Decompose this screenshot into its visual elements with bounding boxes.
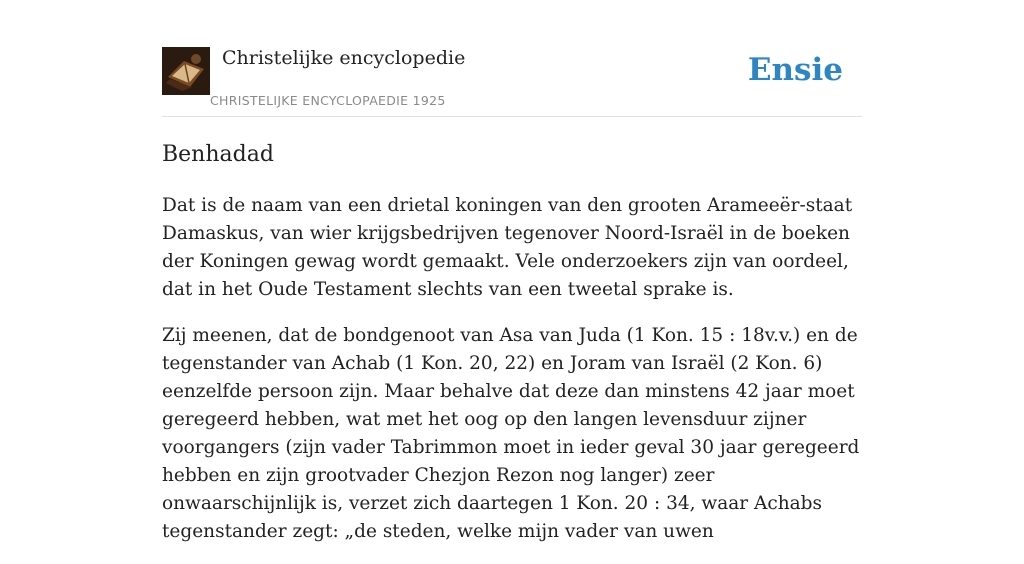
article-paragraph: Zij meenen, dat de bondgenoot van Asa van Juda (1 Kon. 15 : 18v.v.) en de tegenstander van Achab (1 Kon. 20, 22) en Joram van Israël (2 Kon. 6) eenzelfde persoon zijn. Maar behalve dat deze dan minstens 42 jaar moet geregeerd hebben, wat met het oog op den langen levensduur zijner voorgangers (zijn vader Tabrimmon moet in ieder geval 30 jaar geregeerd hebben en zijn grootvader Chezjon Rezon nog langer) zeer onwaarschijnlijk is, verzet zich daartegen 1 Kon. 20 : 34, waar Achabs tegenstander zegt: „de steden, welke mijn vader van uwen	[162, 325, 860, 542]
article-header	[162, 0, 862, 117]
article-paragraph: Dat is de naam van een drietal koningen van den grooten Arameeër-staat Damaskus, van wier krijgsbedrijven tegenover Noord-Israël in de boeken der Koningen gewag wordt gemaakt. Vele onderzoekers zijn van oordeel, dat in het Oude Testament slechts van een tweetal sprake is.	[162, 195, 853, 300]
source-name: CHRISTELIJKE ENCYCLOPAEDIE 1925	[210, 93, 446, 108]
article-body	[162, 192, 862, 564]
site-name-link[interactable]: Christelijke encyclopedie	[222, 47, 466, 69]
page-container	[162, 0, 862, 542]
article-title: Benhadad	[162, 142, 274, 167]
book-avatar-icon[interactable]	[162, 47, 210, 95]
ensie-logo-link[interactable]: Ensie	[747, 52, 843, 88]
